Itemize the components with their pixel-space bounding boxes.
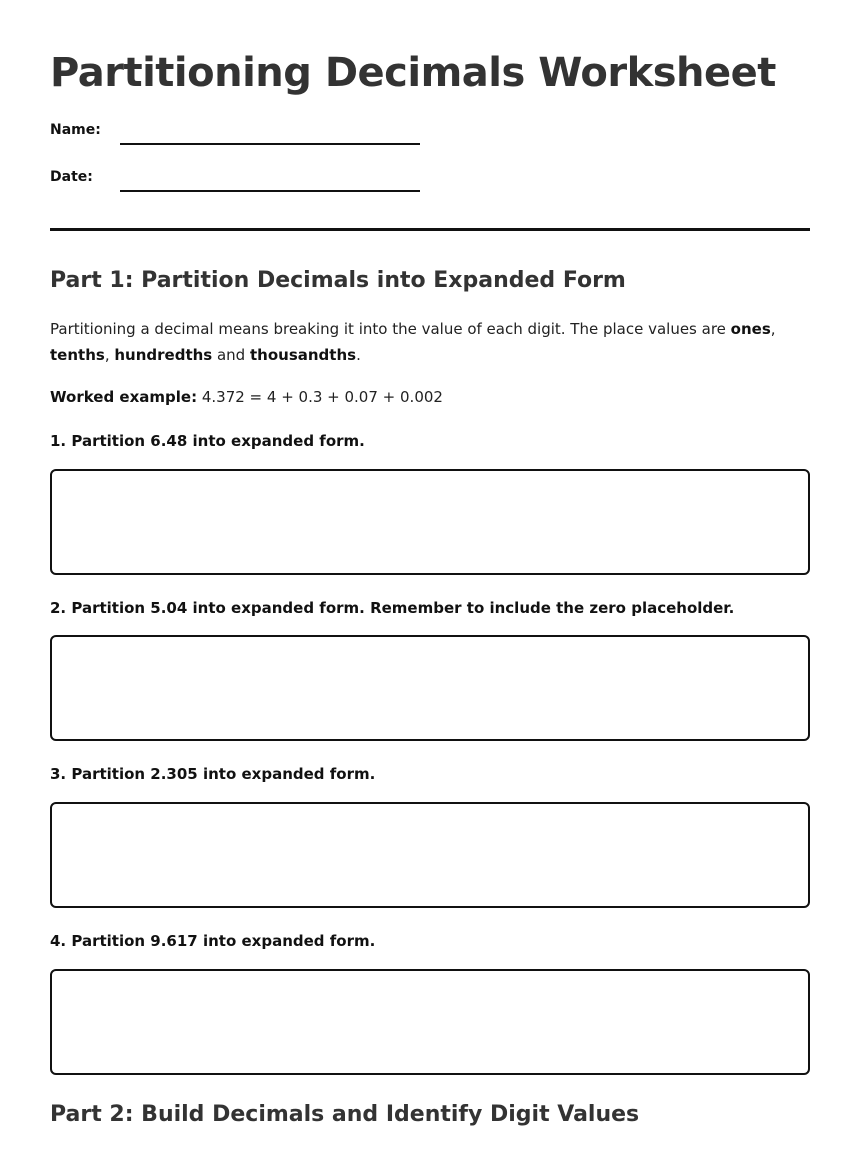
part1-heading: Part 1: Partition Decimals into Expanded Form [50, 268, 626, 293]
date-label: Date: [50, 169, 93, 185]
part1-intro [50, 316, 790, 368]
term-tenths: tenths [50, 346, 105, 364]
name-line[interactable] [120, 143, 420, 145]
worked-example-text: 4.372 = 4 + 0.3 + 0.07 + 0.002 [197, 388, 443, 406]
question-4: 4. Partition 9.617 into expanded form. [50, 932, 376, 950]
name-label: Name: [50, 122, 101, 138]
intro-separator: , [104, 346, 115, 364]
worked-example-label: Worked example: [50, 388, 198, 406]
intro-text: Partitioning a decimal means breaking it into the value of each digit. The place values are [50, 320, 731, 338]
part2-heading: Part 2: Build Decimals and Identify Digit Values [50, 1102, 640, 1127]
term-thousandths: thousandths [249, 346, 357, 364]
answer-box-3[interactable] [50, 802, 810, 908]
intro-separator: and [212, 346, 250, 364]
date-line[interactable] [120, 190, 420, 192]
question-2: 2. Partition 5.04 into expanded form. Remember to include the zero placeholder. [50, 599, 735, 617]
worksheet-title: Partitioning Decimals Worksheet [50, 50, 776, 96]
question-1: 1. Partition 6.48 into expanded form. [50, 432, 365, 450]
intro-separator: , [770, 320, 776, 338]
header-divider [50, 228, 810, 231]
question-3: 3. Partition 2.305 into expanded form. [50, 765, 376, 783]
term-hundredths: hundredths [114, 346, 213, 364]
worked-example [50, 386, 443, 408]
intro-end: . [356, 346, 361, 364]
answer-box-2[interactable] [50, 635, 810, 741]
answer-box-1[interactable] [50, 469, 810, 575]
term-ones: ones [730, 320, 771, 338]
answer-box-4[interactable] [50, 969, 810, 1075]
